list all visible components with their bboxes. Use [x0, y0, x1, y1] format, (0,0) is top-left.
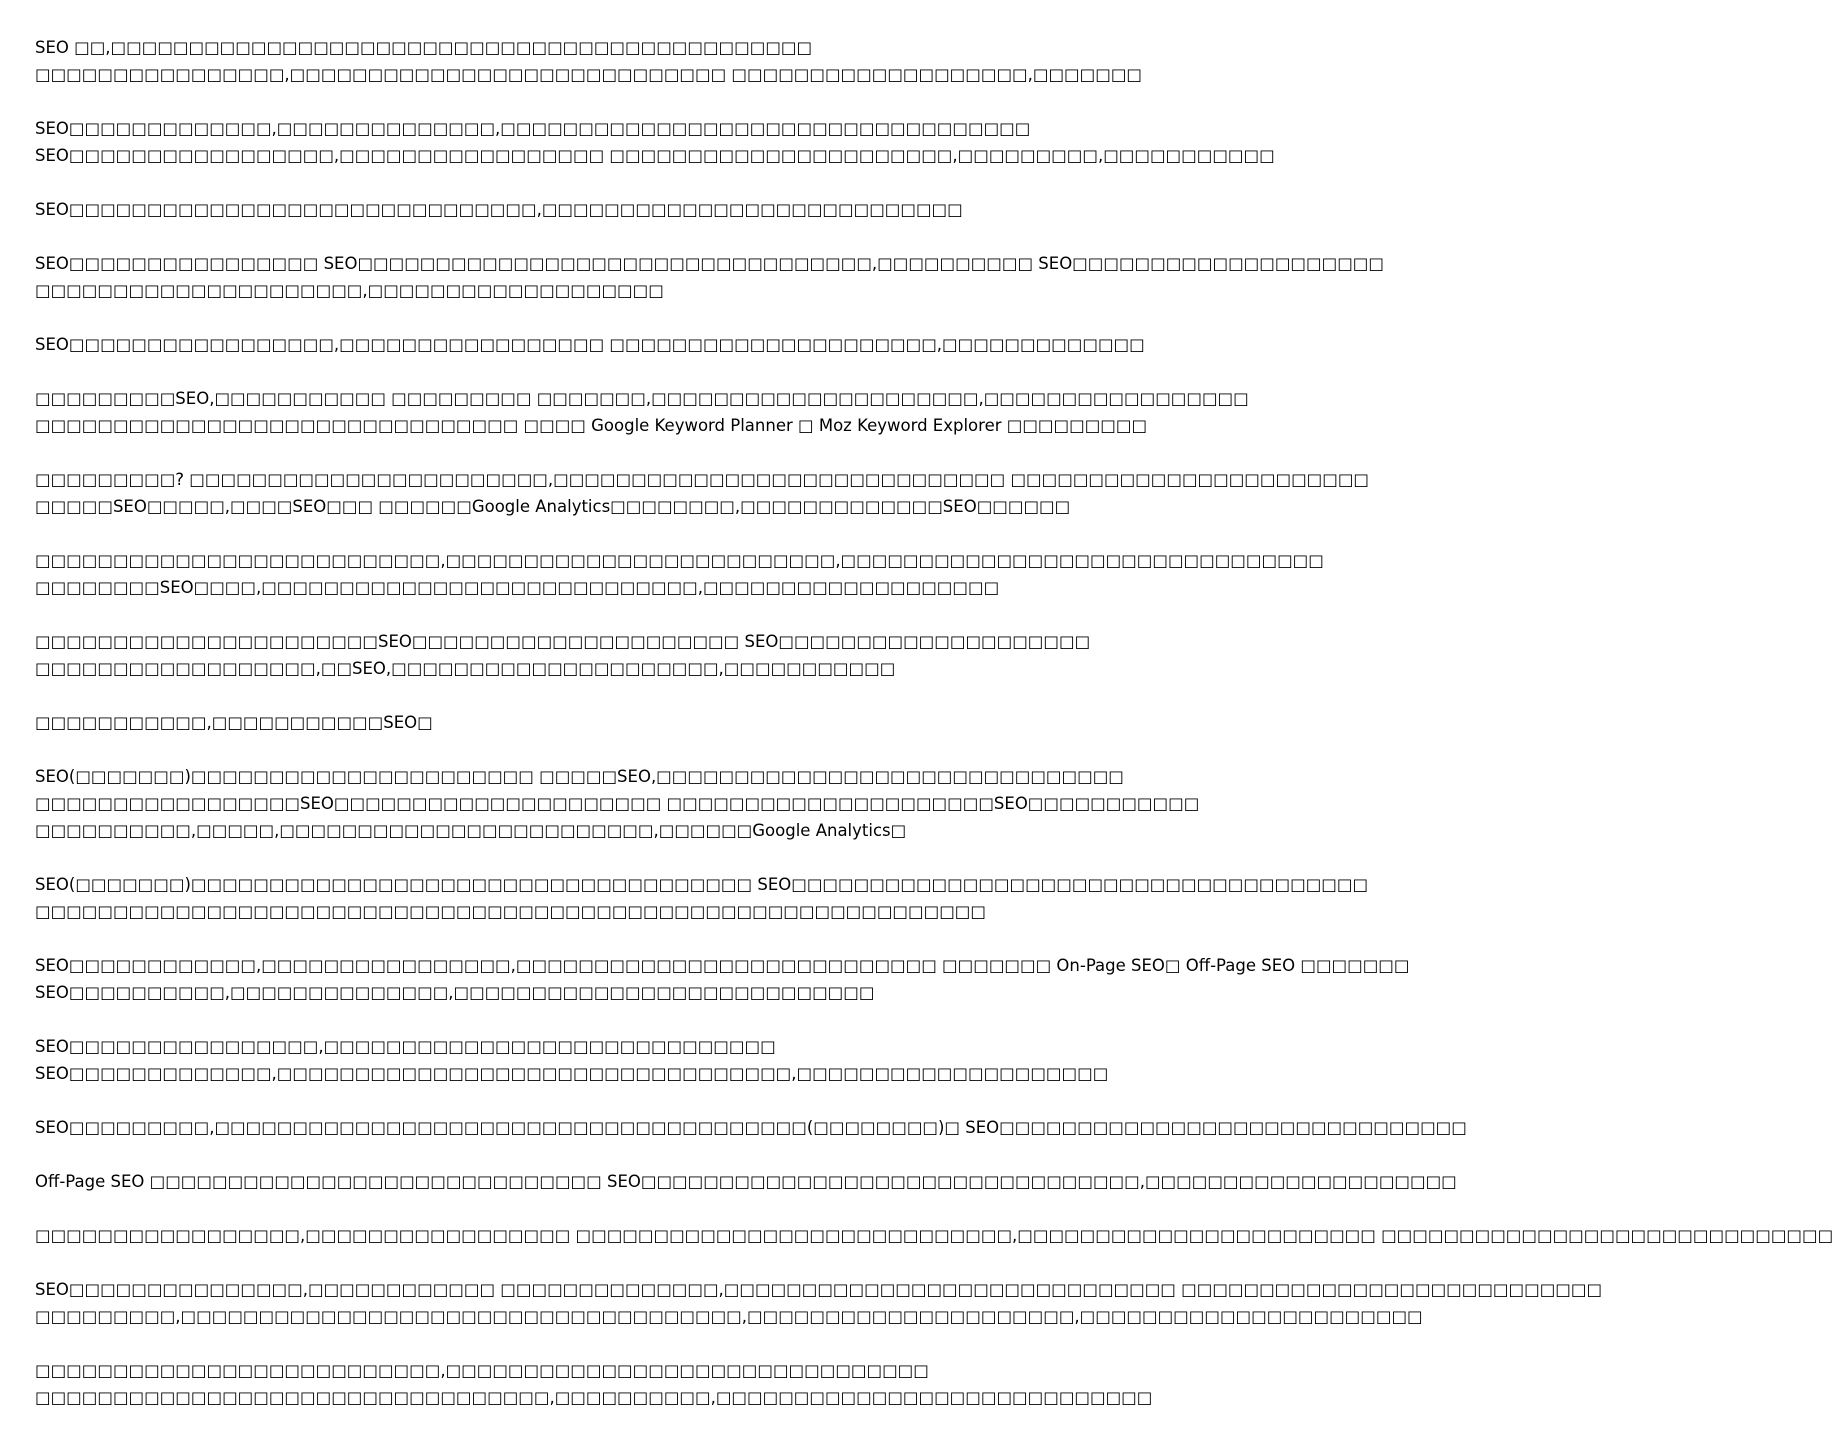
text-line: SEO□□□□□□□□□□□□□□□□,□□□□□□□□□□□□□□□□□□□□□□□□□□□□□: [35, 1037, 776, 1056]
paragraph: [35, 628, 1091, 682]
text-line: SEO □□,□□□□□□□□□□□□□□□□□□□□□□□□□□□□□□□□□□□□□□□□□□□□□: [35, 38, 813, 57]
paragraph: [35, 196, 988, 223]
paragraph: [35, 385, 1249, 439]
text-line: □□□□□□□□□□□□□□□□□SEO□□□□□□□□□□□□□□□□□□□□□ □□□□□□□□□□□□□□□□□□□□□SEO□□□□□□□□□□□: [35, 794, 1200, 813]
text-line: □□□□□□□□□□□□□□□□□□□□□□□□□□,□□□□□□□□□□□□□□□□□□□□□□□□□,□□□□□□□□□□□□□□□□□□□□□□□□□□□□□□□: [35, 551, 1324, 570]
text-line: □□□□□□□□□□□□□□□□□□,□□SEO,□□□□□□□□□□□□□□□□□□□□□,□□□□□□□□□□□: [35, 659, 896, 678]
text-line: SEO□□□□□□□□□□□□,□□□□□□□□□□□□□□□□,□□□□□□□□□□□□□□□□□□□□□□□□□□□ □□□□□□□ On-Page SEO□ Off-Page SEO □□□□□□□: [35, 956, 1410, 975]
text-line: SEO□□□□□□□□□□□□□□□□□□□□□□□□□□□□□□,□□□□□□□□□□□□□□□□□□□□□□□□□□□: [35, 200, 963, 219]
paragraph: [35, 1114, 1467, 1141]
paragraph: [35, 763, 1200, 844]
text-line: □□□□□□□□□,□□□□□□□□□□□□□□□□□□□□□□□□□□□□□□□□□□□□,□□□□□□□□□□□□□□□□□□□□□,□□□□□□□□□□□□□□□□□□□□□□: [35, 1307, 1423, 1326]
text-line: SEO□□□□□□□□□□,□□□□□□□□□□□□□□,□□□□□□□□□□□□□□□□□□□□□□□□□□□: [35, 983, 875, 1002]
paragraph: [35, 250, 1384, 304]
paragraph: [35, 1168, 1457, 1195]
text-line: SEO□□□□□□□□□□□□□,□□□□□□□□□□□□□□,□□□□□□□□□□□□□□□□□□□□□□□□□□□□□□□□□□: [35, 119, 1031, 138]
text-line: SEO□□□□□□□□□□□□□□□,□□□□□□□□□□□□ □□□□□□□□□□□□□□,□□□□□□□□□□□□□□□□□□□□□□□□□□□□□ □□□□□□□□□□□□□□□□□□□□□□□□□□□: [35, 1280, 1603, 1299]
text-line: □□□□□□□□□□□□□□□□□□□□□,□□□□□□□□□□□□□□□□□□□: [35, 281, 664, 300]
text-line: SEO□□□□□□□□□□□□□□□□□,□□□□□□□□□□□□□□□□□ □□□□□□□□□□□□□□□□□□□□□□,□□□□□□□□□,□□□□□□□□□□□: [35, 146, 1275, 165]
paragraph: [35, 115, 1275, 169]
text-line: □□□□□□□□SEO□□□□,□□□□□□□□□□□□□□□□□□□□□□□□□□□□,□□□□□□□□□□□□□□□□□□□: [35, 578, 1000, 597]
text-line: SEO□□□□□□□□□,□□□□□□□□□□□□□□□□□□□□□□□□□□□□□□□□□□□□□□(□□□□□□□□)□ SEO□□□□□□□□□□□□□□□□□□□□□□□□□□□□□□: [35, 1118, 1467, 1137]
paragraph: [35, 34, 1143, 88]
paragraph: [35, 871, 1369, 925]
paragraph: [35, 547, 1324, 601]
paragraph: [35, 709, 988, 736]
text-line: □□□□□□□□□□,□□□□□,□□□□□□□□□□□□□□□□□□□□□□□□,□□□□□□Google Analytics□: [35, 821, 907, 840]
paragraph: [35, 1357, 1153, 1411]
text-line: □□□□□SEO□□□□□,□□□□SEO□□□ □□□□□□Google Analytics□□□□□□□□,□□□□□□□□□□□□□SEO□□□□□□: [35, 497, 1071, 516]
text-line: □□□□□□□□□□□□□□□□□□□□□□□□□□,□□□□□□□□□□□□□□□□□□□□□□□□□□□□□□□: [35, 1361, 929, 1380]
text-line: Off-Page SEO □□□□□□□□□□□□□□□□□□□□□□□□□□□□□ SEO□□□□□□□□□□□□□□□□□□□□□□□□□□□□□□□□,□□□□□□□□□□□□□□□□□□□□: [35, 1172, 1457, 1191]
text-line: SEO□□□□□□□□□□□□□□□□□,□□□□□□□□□□□□□□□□□ □□□□□□□□□□□□□□□□□□□□□,□□□□□□□□□□□□□: [35, 335, 1145, 354]
paragraph: [35, 331, 1145, 358]
paragraph: [35, 1222, 1833, 1249]
text-line: □□□□□□□□□□□□□□□□□,□□□□□□□□□□□□□□□□□ □□□□□□□□□□□□□□□□□□□□□□□□□□□□,□□□□□□□□□□□□□□□□□□□□□□□ □□□□□□□□□□□□□□□□□□□□□□□□□□□□□: [35, 1226, 1833, 1245]
text-line: SEO(□□□□□□□)□□□□□□□□□□□□□□□□□□□□□□□□□□□□□□□□□□□□ SEO□□□□□□□□□□□□□□□□□□□□□□□□□□□□□□□□□□□□□: [35, 875, 1369, 894]
text-line: □□□□□□□□□□□□□□□□□□□□□□□□□□□□□□□□□,□□□□□□□□□□,□□□□□□□□□□□□□□□□□□□□□□□□□□□□: [35, 1388, 1153, 1407]
text-line: SEO□□□□□□□□□□□□□□□□ SEO□□□□□□□□□□□□□□□□□□□□□□□□□□□□□□□□□,□□□□□□□□□□ SEO□□□□□□□□□□□□□□□□□□□□: [35, 254, 1384, 273]
text-line: □□□□□□□□□□□,□□□□□□□□□□□SEO□: [35, 713, 433, 732]
text-line: □□□□□□□□□□□□□□□□□□□□□□□□□□□□□□□ □□□□ Google Keyword Planner □ Moz Keyword Explorer □□□□□□□□□: [35, 416, 1148, 435]
paragraph: [35, 1033, 1109, 1087]
text-line: □□□□□□□□□□□□□□□□□□□□□□□□□□□□□□□□□□□□□□□□□□□□□□□□□□□□□□□□□□□□□: [35, 902, 986, 921]
text-line: SEO(□□□□□□□)□□□□□□□□□□□□□□□□□□□□□□ □□□□□SEO,□□□□□□□□□□□□□□□□□□□□□□□□□□□□□□: [35, 767, 1124, 786]
paragraph: [35, 952, 1410, 1006]
text-line: □□□□□□□□□SEO,□□□□□□□□□□□ □□□□□□□□□ □□□□□□□,□□□□□□□□□□□□□□□□□□□□□,□□□□□□□□□□□□□□□□□: [35, 389, 1249, 408]
paragraph: [35, 466, 1370, 520]
text-line: □□□□□□□□□□□□□□□□□□□□□□SEO□□□□□□□□□□□□□□□□□□□□□ SEO□□□□□□□□□□□□□□□□□□□□: [35, 632, 1091, 651]
text-line: SEO□□□□□□□□□□□□□,□□□□□□□□□□□□□□□□□□□□□□□□□□□□□□□□□,□□□□□□□□□□□□□□□□□□□□: [35, 1064, 1109, 1083]
text-line: □□□□□□□□□□□□□□□□,□□□□□□□□□□□□□□□□□□□□□□□□□□□□ □□□□□□□□□□□□□□□□□□□,□□□□□□□: [35, 65, 1143, 84]
text-line: □□□□□□□□□? □□□□□□□□□□□□□□□□□□□□□□□,□□□□□□□□□□□□□□□□□□□□□□□□□□□□□ □□□□□□□□□□□□□□□□□□□□□□□: [35, 470, 1370, 489]
paragraph: [35, 1276, 1603, 1330]
